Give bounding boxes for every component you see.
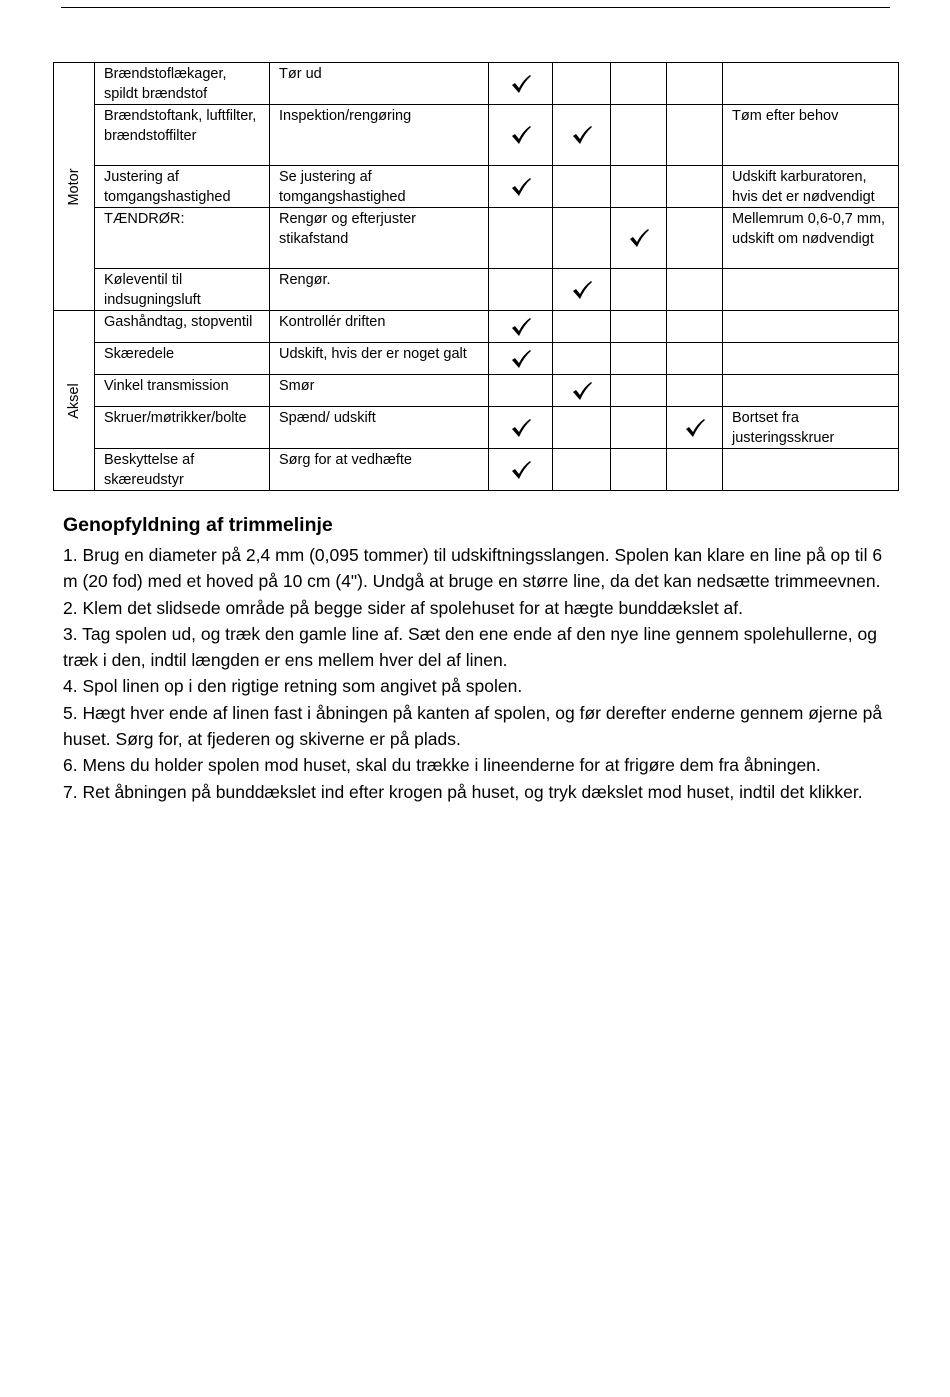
check-cell — [611, 343, 667, 375]
check-cell — [611, 269, 667, 311]
action-cell: Kontrollér driften — [270, 311, 489, 343]
check-cell — [611, 311, 667, 343]
item-cell: Skæredele — [95, 343, 270, 375]
checkmark-icon — [510, 177, 532, 197]
checkmark-icon — [510, 317, 532, 337]
table-row — [54, 269, 899, 311]
check-cell — [489, 166, 553, 208]
table-row — [54, 375, 899, 407]
check-cell — [489, 343, 553, 375]
section-title: Genopfyldning af trimmelinje — [63, 514, 333, 536]
table-row — [54, 105, 899, 166]
checkmark-icon — [510, 349, 532, 369]
check-cell — [553, 63, 611, 105]
table-row — [54, 407, 899, 449]
maintenance-table — [53, 62, 899, 491]
checkmark-icon — [684, 418, 706, 438]
table-row — [54, 311, 899, 343]
check-cell — [553, 166, 611, 208]
table-row — [54, 343, 899, 375]
note-cell — [723, 343, 899, 375]
action-cell: Udskift, hvis der er noget galt — [270, 343, 489, 375]
check-cell — [489, 105, 553, 166]
item-cell: Køleventil til indsugningsluft — [95, 269, 270, 311]
refill-section — [63, 512, 893, 805]
check-cell — [667, 208, 723, 269]
check-cell — [667, 311, 723, 343]
item-cell: Brændstoflækager, spildt brændstof — [95, 63, 270, 105]
item-cell: Brændstoftank, luftfilter, brændstoffilter — [95, 105, 270, 166]
group-label: Aksel — [66, 382, 82, 419]
step-7: 7. Ret åbningen på bunddækslet ind efter krogen på huset, og tryk dækslet mod huset, indtil det klikker. — [63, 781, 863, 802]
checkmark-icon — [510, 460, 532, 480]
group-cell-motor — [54, 63, 95, 311]
check-cell — [553, 269, 611, 311]
checkmark-icon — [510, 125, 532, 145]
action-cell: Spænd/ udskift — [270, 407, 489, 449]
table-row — [54, 208, 899, 269]
note-cell — [723, 449, 899, 491]
check-cell — [553, 449, 611, 491]
check-cell — [553, 105, 611, 166]
note-cell: Bortset fra justeringsskruer — [723, 407, 899, 449]
note-cell — [723, 63, 899, 105]
check-cell — [553, 407, 611, 449]
check-cell — [611, 407, 667, 449]
step-6: 6. Mens du holder spolen mod huset, skal du trække i lineenderne for at frigøre dem fra åbningen. — [63, 755, 821, 776]
checkmark-icon — [510, 418, 532, 438]
check-cell — [667, 105, 723, 166]
check-cell — [489, 269, 553, 311]
action-cell: Se justering af tomgangshastighed — [270, 166, 489, 208]
note-cell — [723, 375, 899, 407]
item-cell: Justering af tomgangshastighed — [95, 166, 270, 208]
table-row — [54, 63, 899, 105]
action-cell: Rengør. — [270, 269, 489, 311]
group-label: Motor — [66, 167, 82, 206]
check-cell — [667, 269, 723, 311]
check-cell — [553, 208, 611, 269]
note-cell — [723, 269, 899, 311]
action-cell: Rengør og efterjuster stikafstand — [270, 208, 489, 269]
table-row — [54, 449, 899, 491]
check-cell — [667, 166, 723, 208]
check-cell — [611, 63, 667, 105]
checkmark-icon — [571, 280, 593, 300]
check-cell — [489, 449, 553, 491]
group-cell-aksel — [54, 311, 95, 491]
checkmark-icon — [571, 125, 593, 145]
step-5: 5. Hægt hver ende af linen fast i åbningen på kanten af spolen, og før derefter enderne gennem øjerne på huset. Sørg for, at fjederen og skiverne er på plads. — [63, 702, 883, 750]
step-4: 4. Spol linen op i den rigtige retning som angivet på spolen. — [63, 676, 523, 697]
check-cell — [553, 311, 611, 343]
item-cell: Skruer/møtrikker/bolte — [95, 407, 270, 449]
check-cell — [667, 63, 723, 105]
check-cell — [667, 375, 723, 407]
action-cell: Smør — [270, 375, 489, 407]
check-cell — [667, 407, 723, 449]
check-cell — [667, 449, 723, 491]
step-1: 1. Brug en diameter på 2,4 mm (0,095 tommer) til udskiftningsslangen. Spolen kan klare en line på op til 6 m (20 fod) med et hoved på 10 cm (4"). Undgå at bruge en større line, da det kan nedsætte trimmeevnen. — [63, 545, 883, 592]
item-cell: Gashåndtag, stopventil — [95, 311, 270, 343]
check-cell — [667, 343, 723, 375]
note-cell — [723, 311, 899, 343]
check-cell — [489, 375, 553, 407]
step-2: 2. Klem det slidsede område på begge sider af spolehuset for at hægte bunddækslet af. — [63, 597, 744, 618]
item-cell: Beskyttelse af skæreudstyr — [95, 449, 270, 491]
check-cell — [611, 166, 667, 208]
check-cell — [611, 105, 667, 166]
check-cell — [611, 208, 667, 269]
check-cell — [611, 449, 667, 491]
top-rule — [61, 7, 890, 8]
note-cell: Mellemrum 0,6-0,7 mm, udskift om nødvendigt — [723, 208, 899, 269]
action-cell: Inspektion/rengøring — [270, 105, 489, 166]
action-cell: Sørg for at vedhæfte — [270, 449, 489, 491]
checkmark-icon — [510, 74, 532, 94]
action-cell: Tør ud — [270, 63, 489, 105]
check-cell — [611, 375, 667, 407]
item-cell: Vinkel transmission — [95, 375, 270, 407]
note-cell: Tøm efter behov — [723, 105, 899, 166]
checkmark-icon — [628, 228, 650, 248]
check-cell — [489, 208, 553, 269]
check-cell — [553, 343, 611, 375]
item-cell: TÆNDRØR: — [95, 208, 270, 269]
table-row — [54, 166, 899, 208]
note-cell: Udskift karburatoren, hvis det er nødvendigt — [723, 166, 899, 208]
check-cell — [553, 375, 611, 407]
step-3: 3. Tag spolen ud, og træk den gamle line af. Sæt den ene ende af den nye line gennem spolehullerne, og træk i den, indtil længden er ens mellem hver del af linen. — [63, 623, 877, 671]
checkmark-icon — [571, 381, 593, 401]
check-cell — [489, 311, 553, 343]
check-cell — [489, 407, 553, 449]
check-cell — [489, 63, 553, 105]
